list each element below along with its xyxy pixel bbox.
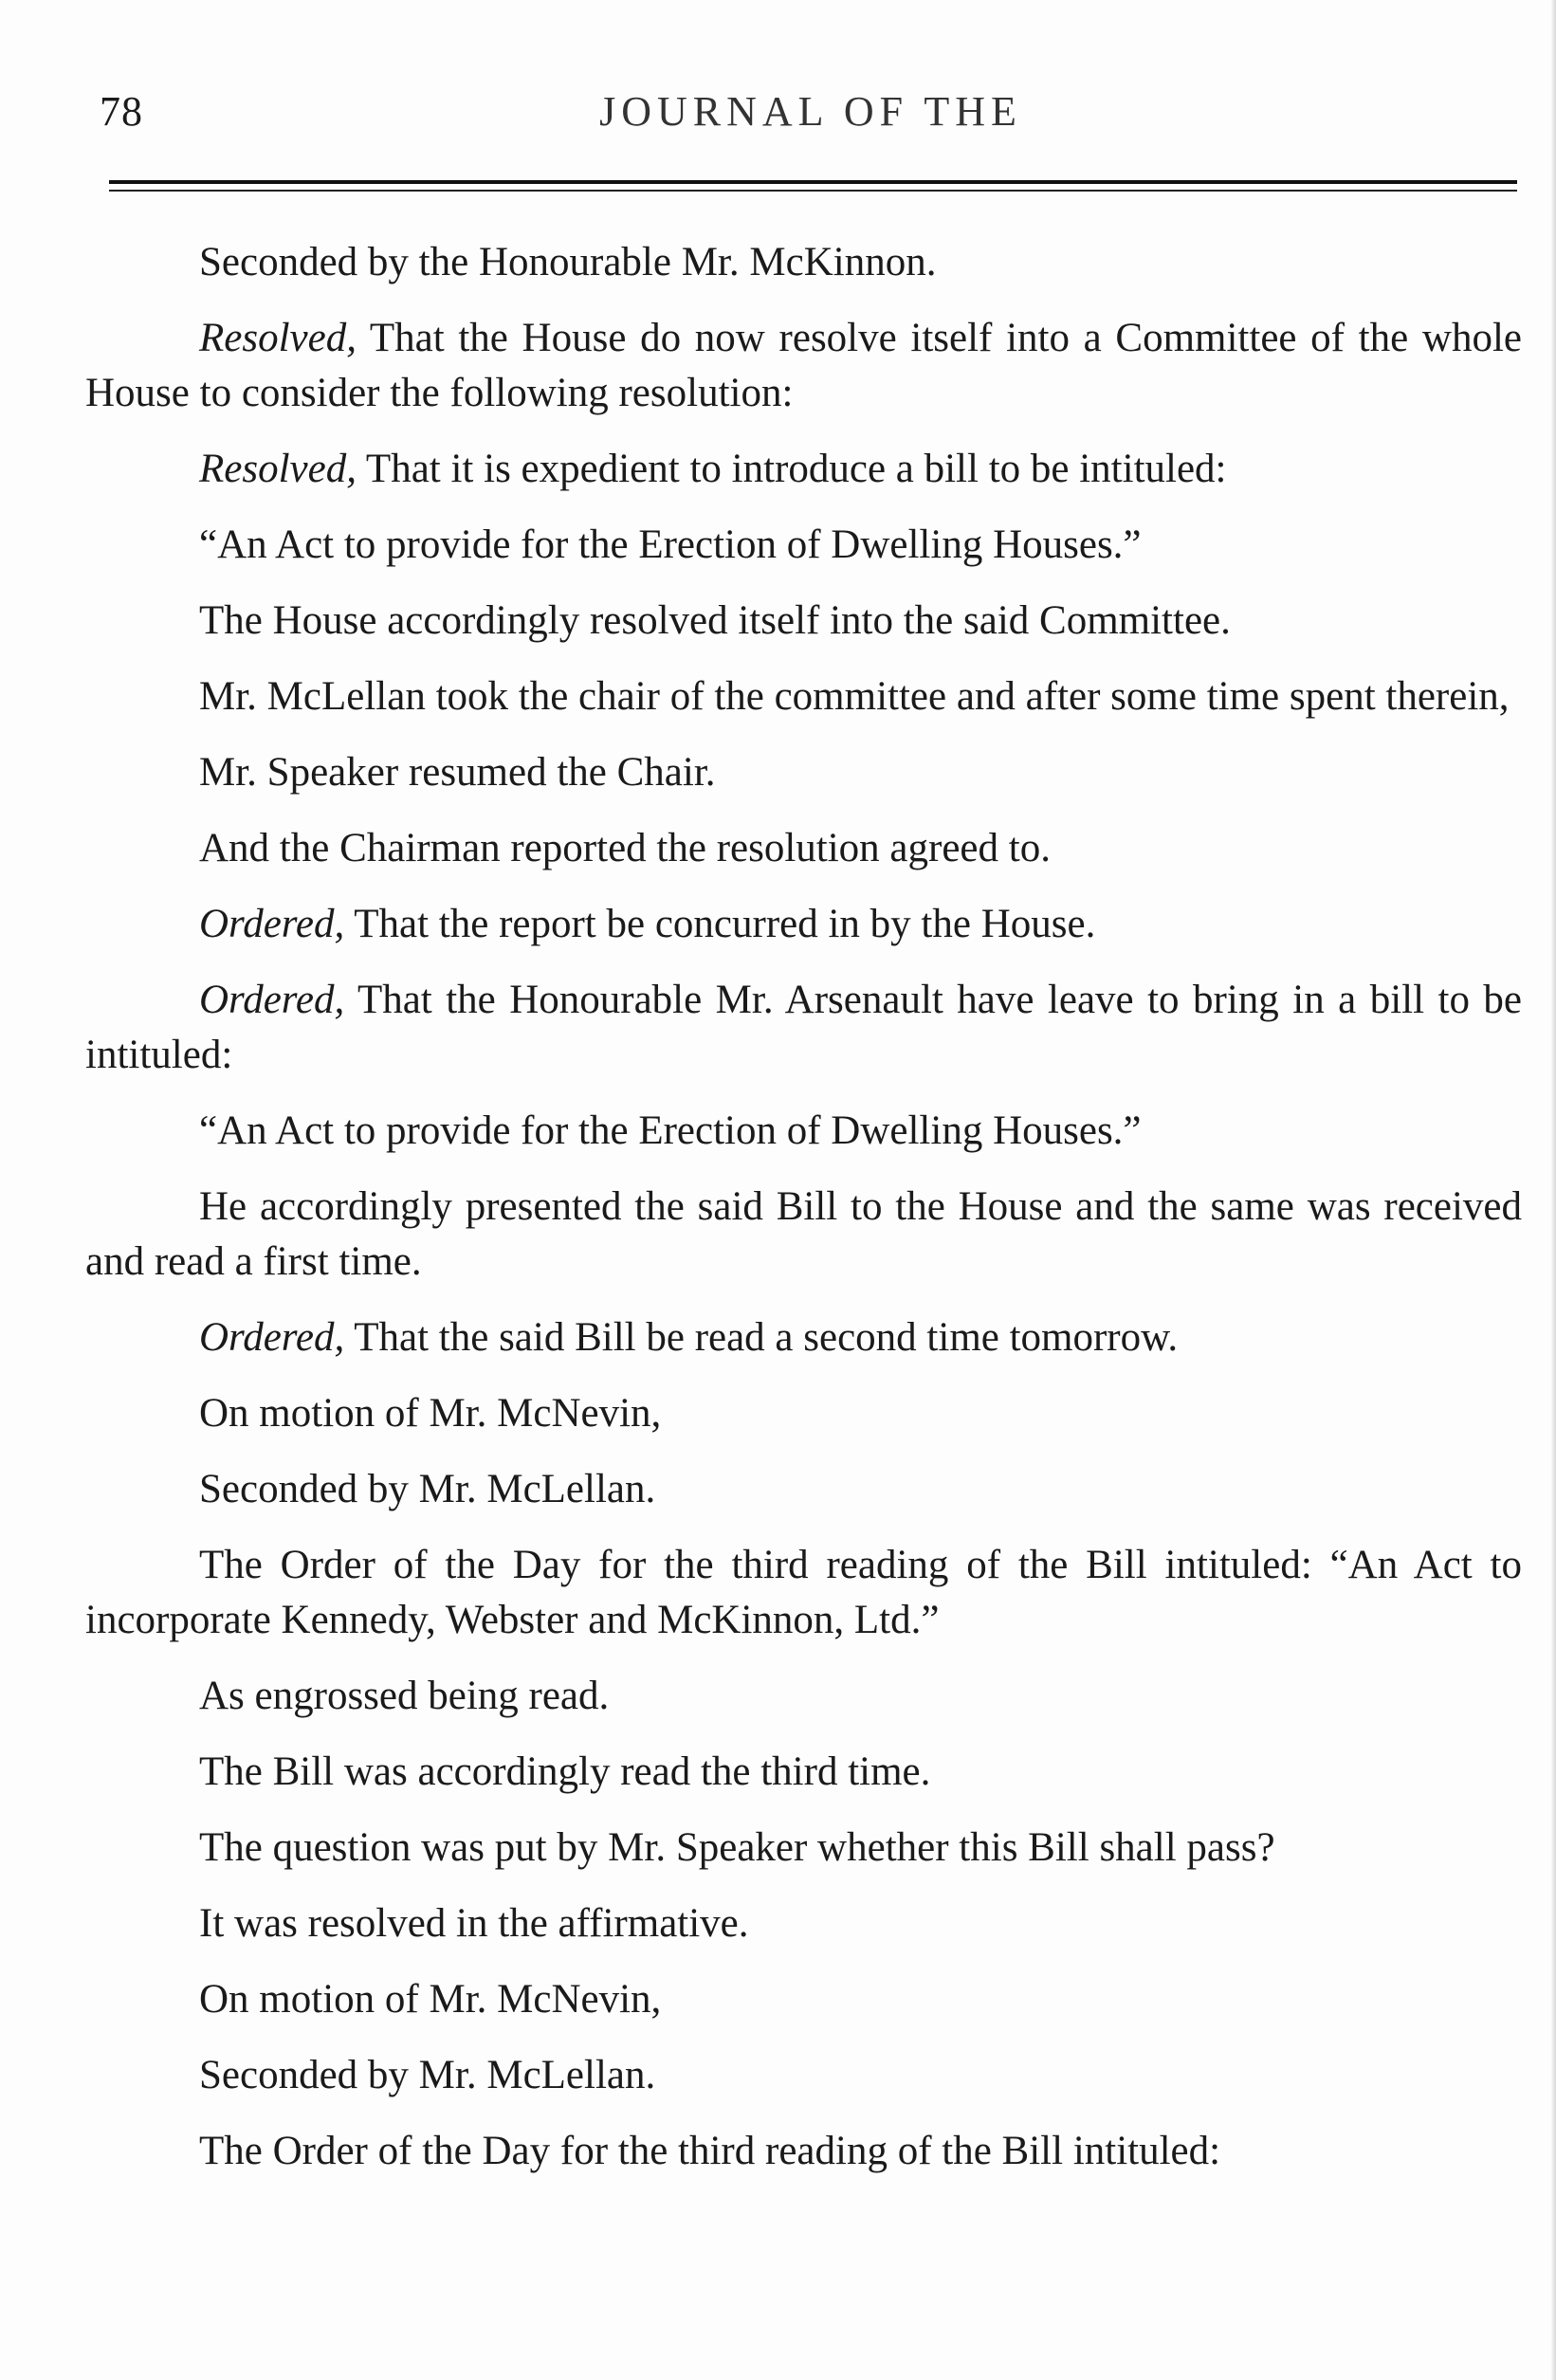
paragraph-lead: Resolved, xyxy=(199,447,357,491)
paragraph-text: “An Act to provide for the Erection of Dwelling Houses.” xyxy=(199,522,1142,567)
paragraph-text: He accordingly presented the said Bill to the House and the same was received and read a first time. xyxy=(85,1184,1522,1284)
page-header xyxy=(100,87,1522,144)
paragraph-text: And the Chairman reported the resolution agreed to. xyxy=(199,826,1051,870)
paragraph xyxy=(85,1745,1522,1800)
paragraph xyxy=(85,1972,1522,2027)
paragraph-text: The Order of the Day for the third reading of the Bill intituled: “An Act to incorporate Kennedy, Webster and McKinnon, Ltd.” xyxy=(85,1543,1522,1642)
paragraph xyxy=(85,235,1522,290)
paragraph-text: The Order of the Day for the third reading of the Bill intituled: xyxy=(199,2129,1221,2173)
paragraph-text: Seconded by the Honourable Mr. McKinnon. xyxy=(199,240,937,284)
paragraph xyxy=(85,594,1522,649)
journal-body xyxy=(85,235,1522,2200)
paragraph xyxy=(85,973,1522,1083)
paragraph xyxy=(85,1821,1522,1876)
paragraph xyxy=(85,1180,1522,1290)
paragraph xyxy=(85,1538,1522,1648)
paragraph xyxy=(85,2048,1522,2103)
paragraph-text: That the Honourable Mr. Arsenault have leave to bring in a bill to be intituled: xyxy=(85,978,1522,1077)
paragraph-text: Seconded by Mr. McLellan. xyxy=(199,1467,656,1511)
paragraph-text: Mr. Speaker resumed the Chair. xyxy=(199,750,716,795)
paragraph xyxy=(85,311,1522,421)
paragraph xyxy=(85,2124,1522,2179)
paragraph xyxy=(85,1386,1522,1441)
header-rule-thick xyxy=(109,180,1517,184)
paragraph xyxy=(85,821,1522,876)
paragraph-text: “An Act to provide for the Erection of Dwelling Houses.” xyxy=(199,1108,1142,1153)
paragraph-text: On motion of Mr. McNevin, xyxy=(199,1977,662,2022)
paragraph-text: Mr. McLellan took the chair of the committee and after some time spent therein, xyxy=(199,674,1510,719)
paragraph xyxy=(85,745,1522,800)
page-number: 78 xyxy=(100,88,143,135)
paragraph-lead: Ordered, xyxy=(199,902,345,946)
paragraph-text: Seconded by Mr. McLellan. xyxy=(199,2053,656,2097)
paragraph-lead: Ordered, xyxy=(199,1315,345,1360)
paragraph-text: That the said Bill be read a second time tomorrow. xyxy=(344,1315,1179,1360)
header-rule-thin xyxy=(109,190,1517,192)
paragraph xyxy=(85,1310,1522,1365)
running-title: JOURNAL OF THE xyxy=(599,88,1022,135)
page-spine-shadow xyxy=(1550,0,1556,2380)
paragraph-text: That the report be concurred in by the House. xyxy=(344,902,1096,946)
paragraph xyxy=(85,1462,1522,1517)
paragraph xyxy=(85,669,1522,724)
paragraph-text: The House accordingly resolved itself into the said Committee. xyxy=(199,598,1231,643)
paragraph xyxy=(85,518,1522,573)
paragraph-text: It was resolved in the affirmative. xyxy=(199,1901,749,1946)
paragraph xyxy=(85,897,1522,952)
paragraph-lead: Resolved, xyxy=(199,316,357,360)
paragraph-text: As engrossed being read. xyxy=(199,1674,610,1718)
paragraph xyxy=(85,1896,1522,1951)
paragraph xyxy=(85,1669,1522,1724)
paragraph-text: That it is expedient to introduce a bill to be intituled: xyxy=(356,447,1227,491)
paragraph-text: The Bill was accordingly read the third time. xyxy=(199,1749,931,1794)
paragraph xyxy=(85,442,1522,497)
paragraph-text: The question was put by Mr. Speaker whether this Bill shall pass? xyxy=(199,1825,1275,1870)
paragraph xyxy=(85,1104,1522,1159)
paragraph-lead: Ordered, xyxy=(199,978,345,1022)
paragraph-text: On motion of Mr. McNevin, xyxy=(199,1391,662,1436)
paragraph-text: That the House do now resolve itself into a Committee of the whole House to consider the following resolution: xyxy=(85,316,1522,415)
